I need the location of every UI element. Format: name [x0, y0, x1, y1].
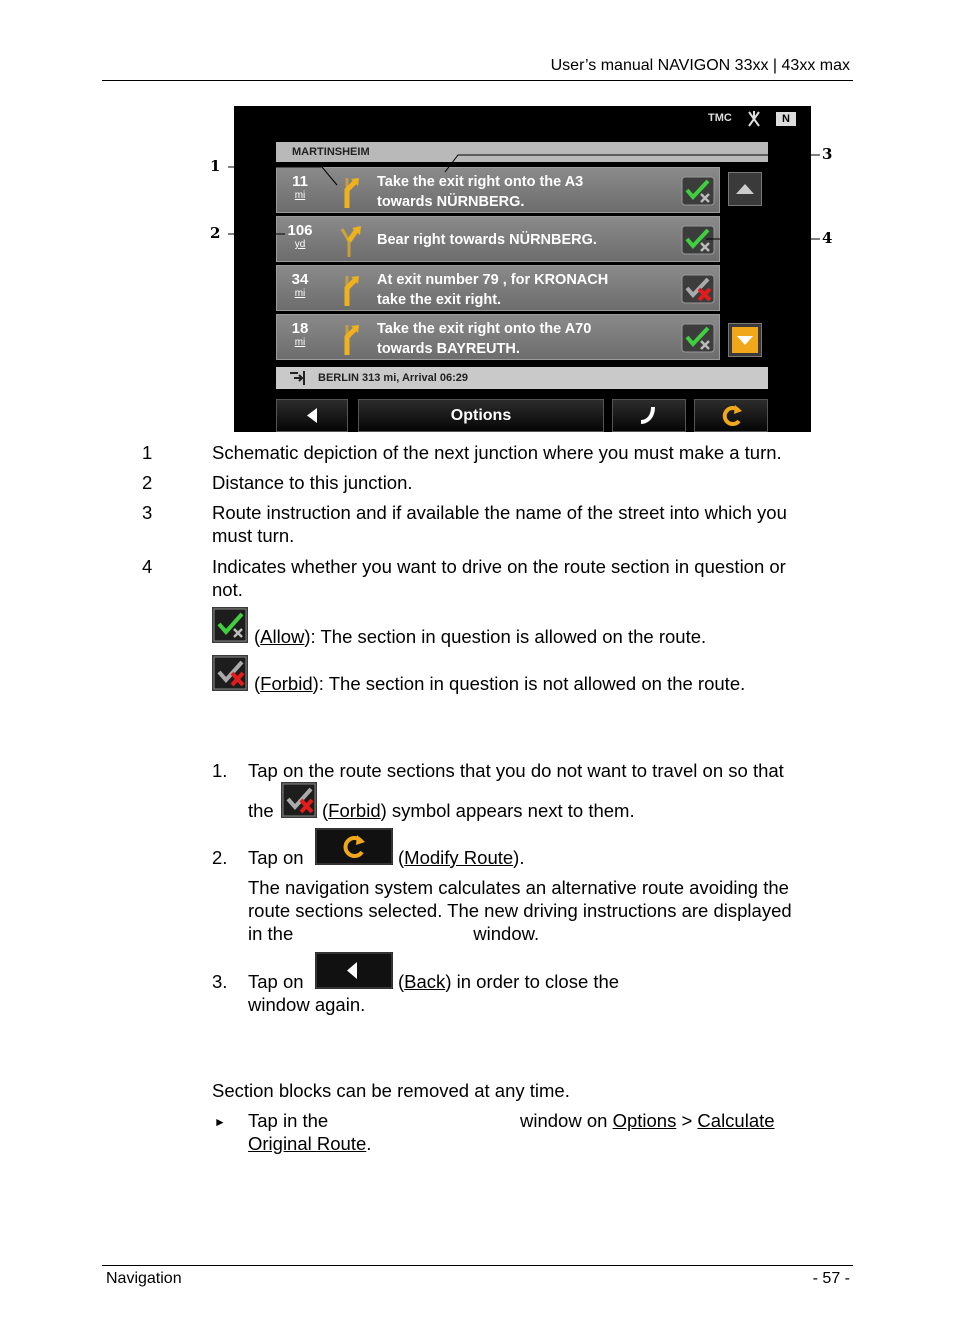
- tap-instruction-2: window on Options > Calculate: [520, 1110, 775, 1131]
- modify-route-icon: [315, 828, 393, 865]
- step-3-link: (Back) in order to close the: [398, 971, 620, 992]
- step-1-text: Tap on the route sections that you do not want to travel on so that: [248, 760, 784, 781]
- distance: 34 mi: [291, 271, 309, 299]
- tap-instruction: Tap in the: [248, 1110, 329, 1131]
- legend-num: 1: [142, 442, 153, 463]
- step-1-forbid-ref: (Forbid) symbol appears next to them.: [322, 800, 635, 821]
- route-header: MARTINSHEIM: [276, 142, 768, 162]
- allow-icon: [212, 607, 248, 643]
- distance: 106 yd: [287, 222, 313, 250]
- distance: 18 mi: [291, 320, 309, 348]
- step-2-link: (Modify Route).: [398, 847, 525, 868]
- route-instruction: Bear right towards NÜRNBERG.: [377, 232, 597, 248]
- destination-bar: BERLIN 313 mi, Arrival 06:29: [276, 367, 768, 389]
- route-instruction: Take the exit right onto the A70 towards BAYREUTH.: [377, 321, 592, 357]
- callout-3: 3: [822, 145, 833, 163]
- route-instruction: At exit number 79 , for KRONACH take the exit right.: [377, 272, 609, 308]
- step-2-description: The navigation system calculates an alternative route avoiding the route sections selected. The new driving instructions are displayed in the window.: [248, 877, 792, 944]
- back-icon: [315, 952, 393, 989]
- step-2-text: Tap on: [248, 847, 304, 868]
- legend-text: Schematic depiction of the next junction where you must make a turn.: [212, 442, 782, 463]
- tmc-indicator: TMC: [708, 112, 732, 124]
- step-number: 2.: [212, 847, 228, 868]
- compass-badge: N: [776, 112, 796, 126]
- bullet-icon: ►: [214, 1115, 226, 1129]
- legend-text: Route instruction and if available the name of the street into which you must turn.: [212, 502, 787, 546]
- step-1-text-2: the: [248, 800, 274, 821]
- callout-1: 1: [210, 157, 221, 175]
- step-3-text: Tap on: [248, 971, 304, 992]
- step-number: 1.: [212, 760, 228, 781]
- footer-section: Navigation: [106, 1270, 182, 1287]
- callout-lines: [0, 0, 954, 450]
- page-number: - 57 -: [812, 1270, 850, 1287]
- forbid-description: (Forbid): The section in question is not allowed on the route.: [254, 673, 746, 694]
- footer-rule: [102, 1265, 853, 1266]
- legend-num: 3: [142, 502, 153, 523]
- forbid-icon: [212, 655, 248, 691]
- legend-num: 4: [142, 556, 153, 577]
- legend-num: 2: [142, 472, 153, 493]
- callout-4: 4: [822, 229, 833, 247]
- options-button[interactable]: Options: [358, 399, 604, 432]
- allow-description: (Allow): The section in question is allowed on the route.: [254, 626, 707, 647]
- step-3-text-2: window again.: [248, 994, 366, 1015]
- route-instruction: Take the exit right onto the A3 towards NÜRNBERG.: [377, 174, 584, 210]
- step-number: 3.: [212, 971, 228, 992]
- forbid-icon: [281, 782, 317, 818]
- callout-2: 2: [210, 224, 221, 242]
- distance: 11 mi: [292, 173, 308, 201]
- section-text: Section blocks can be removed at any time.: [212, 1080, 570, 1101]
- legend-text: Indicates whether you want to drive on the route section in question or not.: [212, 556, 786, 600]
- tap-instruction-3: Original Route.: [248, 1133, 372, 1154]
- page-header-title: User’s manual NAVIGON 33xx | 43xx max: [550, 57, 850, 74]
- legend-text: Distance to this junction.: [212, 472, 413, 493]
